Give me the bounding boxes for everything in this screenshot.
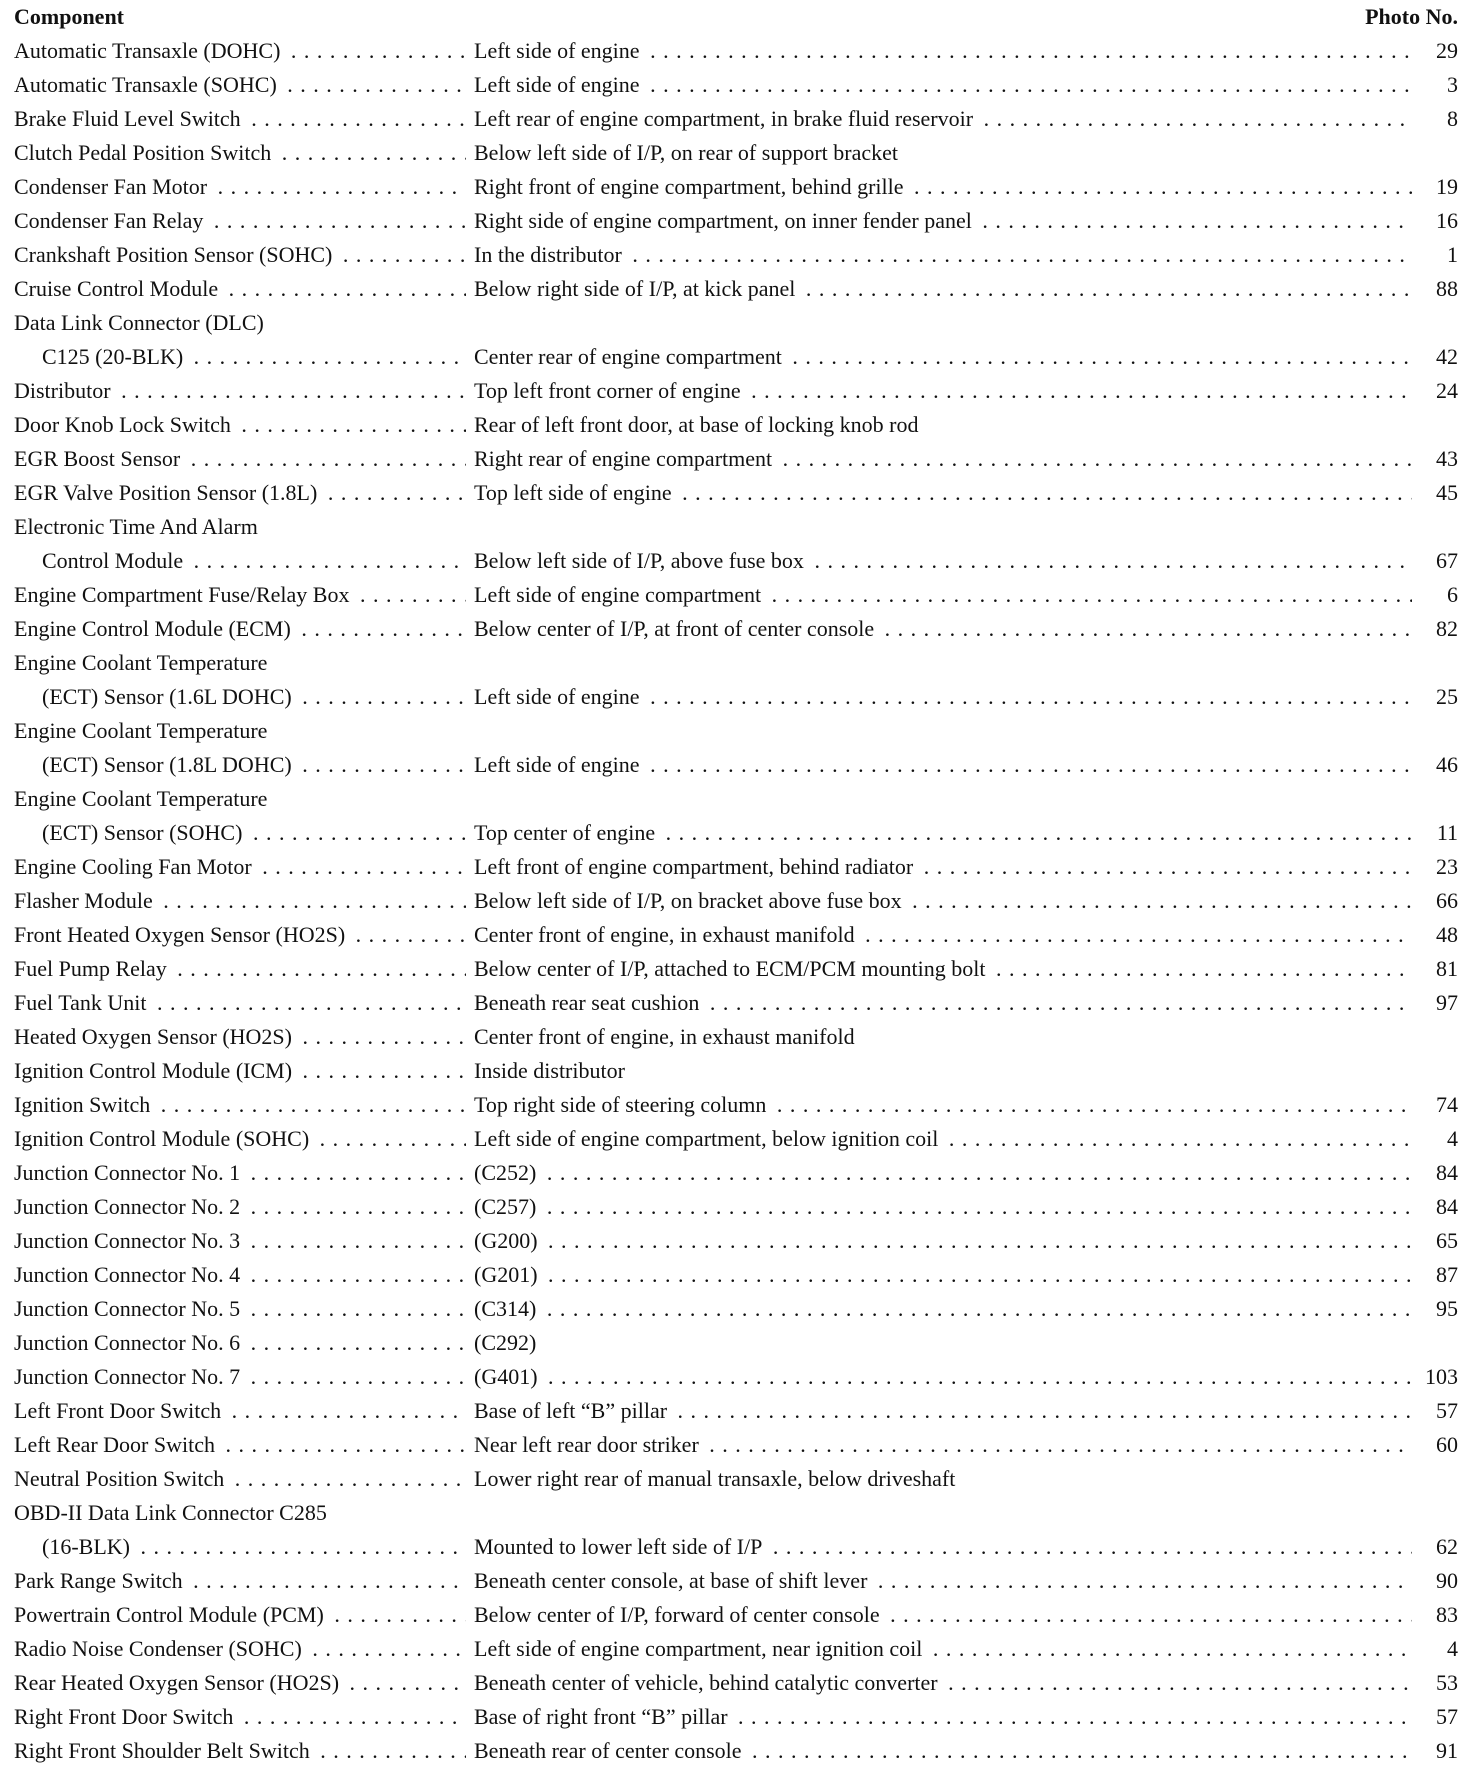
table-row [14,680,1458,714]
table-row [14,714,1458,748]
component-location-text: Below center of I/P, attached to ECM/PCM mounting bolt [474,956,989,981]
table-row [14,1156,1458,1190]
table-row [14,986,1458,1020]
component-name [14,748,466,782]
component-location [474,408,1414,442]
component-name-text: Front Heated Oxygen Sensor (HO2S) [14,922,349,947]
component-name-text: EGR Valve Position Sensor (1.8L) [14,480,321,505]
photo-number: 48 [1412,918,1458,952]
component-location [474,1360,1414,1394]
photo-number: 16 [1412,204,1458,238]
component-location-text: Top left side of engine [474,480,676,505]
component-name [14,204,466,238]
component-name-text: Fuel Pump Relay [14,956,171,981]
table-row [14,1326,1458,1360]
component-name [14,646,466,680]
component-name-text: (ECT) Sensor (1.8L DOHC) [42,752,296,777]
component-location-text: (G401) [474,1364,542,1389]
component-location [474,204,1414,238]
component-name-text: (16-BLK) [42,1534,134,1559]
component-name [14,952,466,986]
table-row [14,476,1458,510]
component-name-text: Ignition Control Module (SOHC) [14,1126,313,1151]
photo-number: 87 [1412,1258,1458,1292]
component-location-text: Left side of engine compartment, near ignition coil [474,1636,926,1661]
component-location [474,476,1414,510]
component-name [14,408,466,442]
component-name-text: Distributor [14,378,115,403]
component-name-text: Engine Cooling Fan Motor [14,854,256,879]
photo-number: 97 [1412,986,1458,1020]
table-row [14,1632,1458,1666]
table-row [14,1292,1458,1326]
component-name [14,136,466,170]
photo-number: 90 [1412,1564,1458,1598]
component-location [474,1700,1414,1734]
component-name [14,68,466,102]
component-location [474,1088,1414,1122]
component-name [14,1156,466,1190]
component-name-text: Left Front Door Switch [14,1398,225,1423]
component-location-text: Rear of left front door, at base of locking knob rod [474,412,923,437]
component-name-text: Clutch Pedal Position Switch [14,140,275,165]
table-row [14,1564,1458,1598]
component-location-text: Beneath center of vehicle, behind catalytic converter [474,1670,942,1695]
component-name-text: Radio Noise Condenser (SOHC) [14,1636,306,1661]
component-name [14,578,466,612]
component-location-text: (G201) [474,1262,542,1287]
component-location-text: Beneath rear of center console [474,1738,746,1763]
component-location [474,1428,1414,1462]
table-row [14,204,1458,238]
component-name [14,1020,466,1054]
photo-number: 24 [1412,374,1458,408]
component-location-text: Top center of engine [474,820,659,845]
component-name [14,1564,466,1598]
component-location-text: (C314) [474,1296,540,1321]
photo-number: 82 [1412,612,1458,646]
component-location-text: Right front of engine compartment, behind grille [474,174,908,199]
component-location-text: Center rear of engine compartment [474,344,786,369]
component-name-text: Right Front Shoulder Belt Switch [14,1738,314,1763]
component-name-text: Engine Coolant Temperature [14,650,271,675]
table-row [14,34,1458,68]
component-name [14,1666,466,1700]
component-name-text: Junction Connector No. 5 [14,1296,244,1321]
photo-number: 74 [1412,1088,1458,1122]
component-name [14,884,466,918]
component-name [14,1734,466,1768]
table-row [14,442,1458,476]
component-location [474,850,1414,884]
table-row [14,578,1458,612]
table-row [14,306,1458,340]
component-name [14,1190,466,1224]
table-row [14,1122,1458,1156]
component-location-text: Base of left “B” pillar [474,1398,671,1423]
component-location [474,340,1414,374]
photo-number: 83 [1412,1598,1458,1632]
component-name-text: Right Front Door Switch [14,1704,237,1729]
component-name [14,442,466,476]
component-location-text: Below left side of I/P, on bracket above fuse box [474,888,906,913]
photo-number: 23 [1412,850,1458,884]
component-location [474,544,1414,578]
table-row [14,1224,1458,1258]
component-location [474,170,1414,204]
photo-number: 3 [1412,68,1458,102]
component-location-text: Mounted to lower left side of I/P [474,1534,766,1559]
component-location [474,1598,1414,1632]
component-location-text: Left rear of engine compartment, in brake fluid reservoir [474,106,977,131]
component-name-text: Engine Coolant Temperature [14,718,271,743]
table-row [14,816,1458,850]
table-row [14,646,1458,680]
component-name-text: (ECT) Sensor (1.6L DOHC) [42,684,296,709]
component-name-text: OBD-II Data Link Connector C285 [14,1500,331,1525]
component-location-text [474,786,478,811]
photo-number: 42 [1412,340,1458,374]
component-location [474,136,1414,170]
table-row [14,408,1458,442]
component-location [474,714,1414,748]
component-name [14,102,466,136]
component-location [474,952,1414,986]
component-name [14,476,466,510]
component-name [14,1632,466,1666]
component-name [14,1122,466,1156]
component-location-text: Left side of engine compartment, below ignition coil [474,1126,942,1151]
component-location-text: Near left rear door striker [474,1432,703,1457]
component-name [14,680,466,714]
component-name [14,1394,466,1428]
table-row [14,1258,1458,1292]
component-location-text: Beneath rear seat cushion [474,990,703,1015]
component-location [474,34,1414,68]
component-name-text: Junction Connector No. 7 [14,1364,244,1389]
component-location-text: Base of right front “B” pillar [474,1704,732,1729]
component-name-text: Fuel Tank Unit [14,990,151,1015]
component-name [14,1224,466,1258]
component-location [474,1462,1414,1496]
component-name [14,1292,466,1326]
component-location [474,918,1414,952]
component-location-text: Lower right rear of manual transaxle, below driveshaft [474,1466,959,1491]
component-name [14,510,466,544]
photo-number: 53 [1412,1666,1458,1700]
component-location-text: Right rear of engine compartment [474,446,776,471]
component-location-text: Center front of engine, in exhaust manifold [474,922,859,947]
photo-number: 95 [1412,1292,1458,1326]
component-name-text: Park Range Switch [14,1568,187,1593]
component-location-text: (G200) [474,1228,542,1253]
table-row [14,1598,1458,1632]
component-name-text: Junction Connector No. 4 [14,1262,244,1287]
component-name-text: Automatic Transaxle (SOHC) [14,72,281,97]
component-name [14,1530,466,1564]
photo-number: 46 [1412,748,1458,782]
table-row [14,952,1458,986]
component-location [474,578,1414,612]
component-location [474,1190,1414,1224]
component-name [14,272,466,306]
component-name [14,306,466,340]
component-locator-page [14,0,1458,1768]
component-table [14,34,1458,1768]
photo-number: 8 [1412,102,1458,136]
component-name [14,238,466,272]
component-name [14,340,466,374]
component-name-text: Junction Connector No. 6 [14,1330,244,1355]
component-name [14,544,466,578]
table-row [14,102,1458,136]
photo-number: 1 [1412,238,1458,272]
table-row [14,1462,1458,1496]
component-location-text: Right side of engine compartment, on inner fender panel [474,208,976,233]
component-name [14,1088,466,1122]
component-location-text [474,718,478,743]
component-name-text: Left Rear Door Switch [14,1432,219,1457]
component-location [474,1666,1414,1700]
component-location-text: Below left side of I/P, on rear of support bracket [474,140,902,165]
component-name [14,714,466,748]
component-name-text: Crankshaft Position Sensor (SOHC) [14,242,336,267]
component-location-text: Left side of engine compartment [474,582,765,607]
component-name-text: Brake Fluid Level Switch [14,106,245,131]
component-location-text: Beneath center console, at base of shift lever [474,1568,871,1593]
table-row [14,1428,1458,1462]
photo-number: 91 [1412,1734,1458,1768]
table-row [14,748,1458,782]
photo-number: 65 [1412,1224,1458,1258]
component-name [14,1258,466,1292]
photo-no-column-header: Photo No. [1365,4,1458,29]
component-location [474,442,1414,476]
photo-number: 88 [1412,272,1458,306]
component-location [474,68,1414,102]
component-location-text: Below right side of I/P, at kick panel [474,276,799,301]
component-location [474,102,1414,136]
table-row [14,1700,1458,1734]
component-name [14,170,466,204]
component-location [474,1122,1414,1156]
photo-number: 81 [1412,952,1458,986]
component-location-text: Top left front corner of engine [474,378,745,403]
component-name-text: Control Module [42,548,187,573]
component-name-text: Neutral Position Switch [14,1466,228,1491]
component-location-text: Left side of engine [474,72,644,97]
component-location-text: (C292) [474,1330,540,1355]
component-name [14,1428,466,1462]
component-name [14,1054,466,1088]
component-location-text: Left side of engine [474,752,644,777]
photo-number: 45 [1412,476,1458,510]
table-row [14,1530,1458,1564]
component-name-text: Condenser Fan Motor [14,174,211,199]
photo-number: 60 [1412,1428,1458,1462]
component-name-text: EGR Boost Sensor [14,446,184,471]
table-row [14,170,1458,204]
component-location-text: Center front of engine, in exhaust manifold [474,1024,859,1049]
photo-number: 4 [1412,1122,1458,1156]
component-location [474,1394,1414,1428]
component-location [474,816,1414,850]
component-name-text: Engine Compartment Fuse/Relay Box [14,582,353,607]
photo-number: 29 [1412,34,1458,68]
table-row [14,374,1458,408]
table-row [14,68,1458,102]
component-name-text: Flasher Module [14,888,157,913]
component-name-text: Electronic Time And Alarm [14,514,262,539]
table-row [14,1054,1458,1088]
component-name [14,816,466,850]
component-location [474,884,1414,918]
component-location [474,1326,1414,1360]
component-location-text [474,310,478,335]
component-location-text: Below left side of I/P, above fuse box [474,548,808,573]
photo-number: 19 [1412,170,1458,204]
table-row [14,272,1458,306]
table-row [14,1734,1458,1768]
component-location [474,986,1414,1020]
component-location [474,1020,1414,1054]
component-name-text: Engine Coolant Temperature [14,786,271,811]
table-row [14,136,1458,170]
photo-number: 25 [1412,680,1458,714]
component-location [474,782,1414,816]
component-location [474,510,1414,544]
component-location [474,1496,1414,1530]
photo-number: 66 [1412,884,1458,918]
component-name-text: Automatic Transaxle (DOHC) [14,38,284,63]
component-location-text [474,1500,478,1525]
photo-number: 62 [1412,1530,1458,1564]
component-name-text: Ignition Switch [14,1092,154,1117]
component-location [474,272,1414,306]
table-row [14,1394,1458,1428]
component-location-text: Inside distributor [474,1058,629,1083]
component-location-text: Left side of engine [474,38,644,63]
component-location [474,1054,1414,1088]
component-name-text: Engine Control Module (ECM) [14,616,295,641]
component-name-text: Cruise Control Module [14,276,222,301]
table-row [14,782,1458,816]
component-location [474,680,1414,714]
component-name [14,1326,466,1360]
component-location-text: In the distributor [474,242,626,267]
component-name [14,782,466,816]
table-row [14,340,1458,374]
component-name [14,1598,466,1632]
component-location [474,1292,1414,1326]
component-location-text: Left front of engine compartment, behind radiator [474,854,917,879]
component-location [474,1156,1414,1190]
component-name-text: Condenser Fan Relay [14,208,207,233]
component-location [474,1564,1414,1598]
table-row [14,1666,1458,1700]
component-name [14,1462,466,1496]
table-row [14,850,1458,884]
component-location [474,1734,1414,1768]
component-name-text: Junction Connector No. 2 [14,1194,244,1219]
table-row [14,884,1458,918]
component-name [14,612,466,646]
component-location-text [474,514,478,539]
component-location [474,1530,1414,1564]
table-row [14,544,1458,578]
component-name [14,1360,466,1394]
photo-number: 57 [1412,1700,1458,1734]
component-location [474,1258,1414,1292]
component-location [474,306,1414,340]
component-name [14,374,466,408]
component-name [14,34,466,68]
table-row [14,1190,1458,1224]
table-row [14,1360,1458,1394]
table-header [14,0,1458,34]
component-name [14,986,466,1020]
photo-number: 67 [1412,544,1458,578]
component-location [474,1632,1414,1666]
component-location [474,374,1414,408]
table-row [14,1020,1458,1054]
component-name-text: C125 (20-BLK) [42,344,187,369]
component-location-text: Left side of engine [474,684,644,709]
photo-number: 57 [1412,1394,1458,1428]
component-location [474,646,1414,680]
component-location [474,1224,1414,1258]
component-location-text: Below center of I/P, at front of center console [474,616,878,641]
photo-number: 4 [1412,1632,1458,1666]
photo-number: 84 [1412,1190,1458,1224]
component-name [14,850,466,884]
photo-number: 6 [1412,578,1458,612]
table-row [14,238,1458,272]
component-column-header: Component [14,4,125,29]
component-location [474,238,1414,272]
photo-number: 84 [1412,1156,1458,1190]
component-location [474,748,1414,782]
component-name-text: Powertrain Control Module (PCM) [14,1602,328,1627]
table-row [14,1496,1458,1530]
table-row [14,1088,1458,1122]
photo-number: 43 [1412,442,1458,476]
component-name-text: Junction Connector No. 1 [14,1160,244,1185]
component-name-text: Junction Connector No. 3 [14,1228,244,1253]
table-row [14,510,1458,544]
component-name [14,1700,466,1734]
component-name-text: Rear Heated Oxygen Sensor (HO2S) [14,1670,343,1695]
component-location-text: (C252) [474,1160,540,1185]
component-name-text: Door Knob Lock Switch [14,412,235,437]
component-location-text [474,650,478,675]
component-location [474,612,1414,646]
component-name-text: (ECT) Sensor (SOHC) [42,820,246,845]
component-name [14,1496,466,1530]
photo-number: 103 [1412,1360,1458,1394]
component-name-text: Heated Oxygen Sensor (HO2S) [14,1024,296,1049]
component-name [14,918,466,952]
component-location-text: Below center of I/P, forward of center console [474,1602,884,1627]
table-row [14,918,1458,952]
component-name-text: Data Link Connector (DLC) [14,310,268,335]
table-row [14,612,1458,646]
component-location-text: (C257) [474,1194,540,1219]
component-name-text: Ignition Control Module (ICM) [14,1058,296,1083]
photo-number: 11 [1412,816,1458,850]
component-location-text: Top right side of steering column [474,1092,770,1117]
